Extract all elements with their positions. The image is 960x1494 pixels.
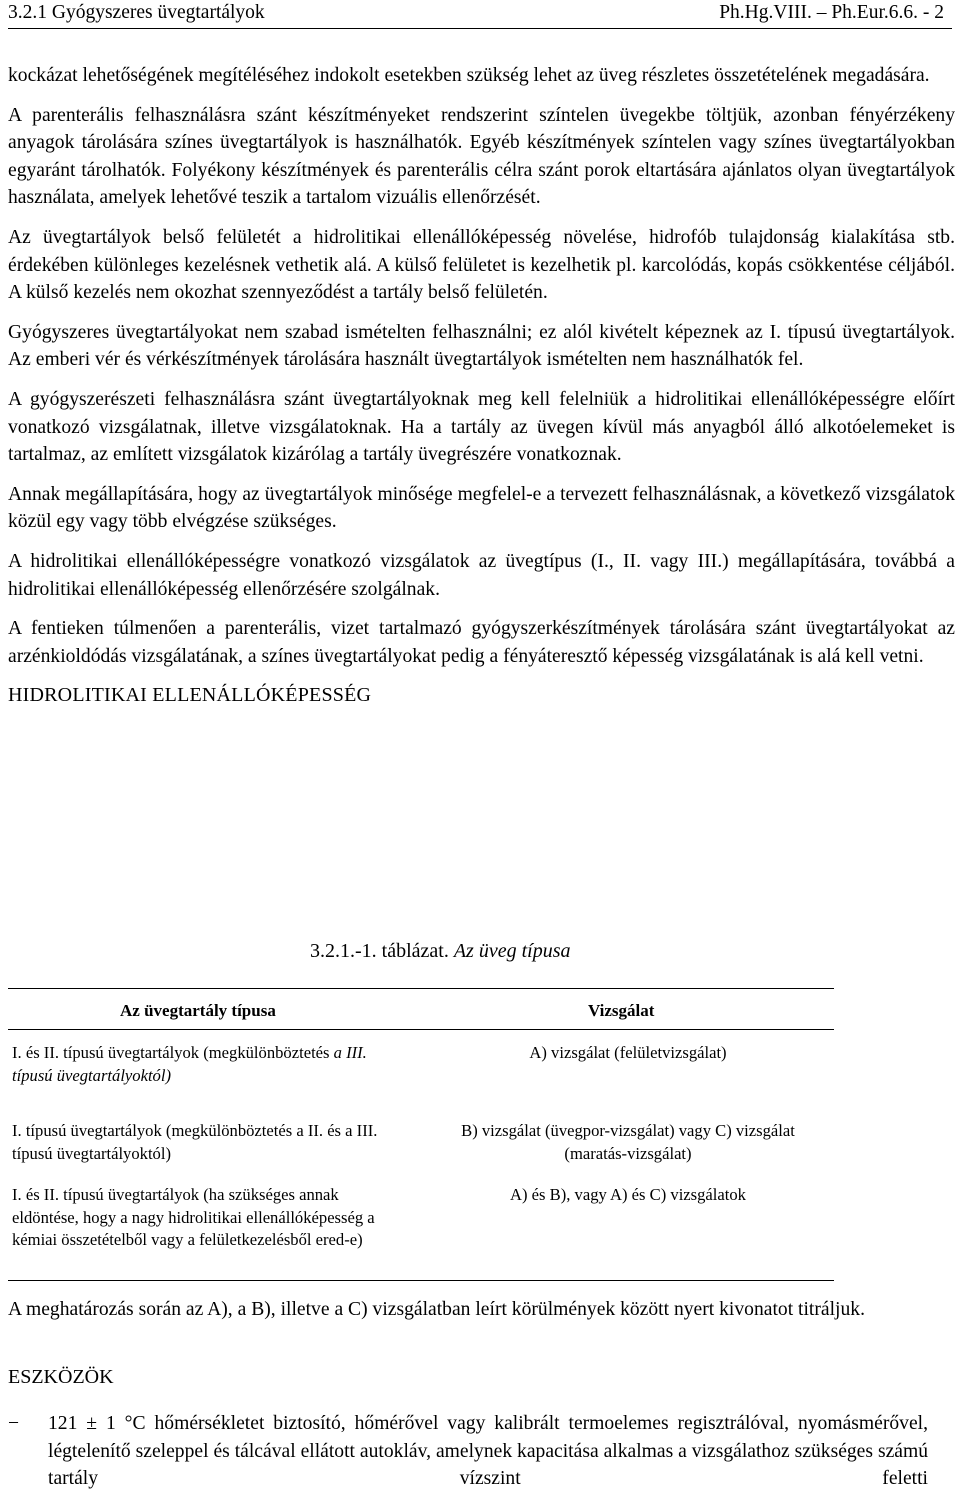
container-type-cell: I. típusú üvegtartályok (megkülönböztetés a II. és a III. típusú üvegtartályoktól) (12, 1121, 378, 1163)
glass-type-table (8, 988, 834, 1281)
container-type-cell: I. és II. típusú üvegtartályok (megkülönböztetés a III. típusú üvegtartályoktól) (12, 1043, 367, 1085)
page-header (8, 0, 952, 29)
table-caption-title: Az üveg típusa (453, 940, 571, 962)
table-bottom-rule (8, 1280, 834, 1281)
table-caption-number: 3.2.1.-1. táblázat. (310, 940, 449, 962)
paragraph: A hidrolitikai ellenállóképességre vonatkozó vizsgálatok az üvegtípus (I., II. vagy III.) megállapítására, továbbá a hidrolitikai ellenállóképesség ellenőrzésére szolgálnak. (8, 550, 955, 600)
table-caption (310, 938, 571, 964)
equipment-heading: ESZKÖZÖK (8, 1366, 114, 1388)
test-cell: A) és B), vagy A) és C) vizsgálatok (510, 1185, 746, 1204)
paragraph: A parenterális felhasználásra szánt készítményeket rendszerint színtelen üvegekbe töltjük, azonban fényérzékeny anyagok tárolására színes üvegtartályok is használhatók. Egyéb készítmények színtelen vagy színes üvegtartályokban egyaránt tárolhatók. Folyékony készítmények és parenterális célra szánt porok eltartására ajánlatos olyan üvegtartályok használata, amelyek lehetővé teszik a tartalom vizuális ellenőrzését. (8, 104, 955, 209)
pharmacopoeia-reference: Ph.Hg.VIII. – Ph.Eur.6.6. - 2 (719, 2, 944, 23)
paragraph: Gyógyszeres üvegtartályokat nem szabad ismételten felhasználni; ez alól kivételt képeznek az I. típusú üvegtartályok. Az emberi vér és vérkészítmények tárolására használt üvegtartályok ismételten nem használhatók fel. (8, 321, 955, 371)
section-heading: HIDROLITIKAI ELLENÁLLÓKÉPESSÉG (8, 684, 372, 707)
paragraph: Annak megállapítására, hogy az üvegtartályok minősége megfelel-e a tervezett felhasználásnak, a következő vizsgálatok közül egy vagy több elvégzése szükséges. (8, 483, 955, 533)
container-type-cell: I. és II. típusú üvegtartályok (ha szükséges annak eldöntése, hogy a nagy hidrolitikai ellenállóképesség a kémiai összetételből vagy a felületkezelésből ered-e) (12, 1185, 375, 1250)
table-row (8, 1042, 834, 1120)
document-section-title: 3.2.1 Gyógyszeres üvegtartályok (8, 2, 265, 23)
test-cell: B) vizsgálat (üvegpor-vizsgálat) vagy C) vizsgálat (maratás-vizsgálat) (461, 1121, 795, 1163)
paragraph: A gyógyszerészeti felhasználásra szánt üvegtartályoknak meg kell felelniük a hidrolitikai ellenállóképességre előírt vonatkozó vizsgálatnak, illetve vizsgálatoknak. Ha a tartály az üvegen kívül más anyagból álló alkotóelemeket is tartalmaz, az említett vizsgálatok kizárólag a tartály üvegrészére vonatkoznak. (8, 388, 955, 466)
paragraph: Az üvegtartályok belső felületét a hidrolitikai ellenállóképesség növelése, hidrofób tulajdonság kialakítása stb. érdekében különleges kezelésnek vethetik alá. A külső felületet is kezelhetik pl. karcolódás, kopás csökkentése céljából. A külső kezelés nem okozhat szennyeződést a tartály belső felületén. (8, 226, 955, 304)
table-header-row (8, 989, 834, 1029)
paragraph: kockázat lehetőségének megítéléséhez indokolt esetekben szükség lehet az üveg részletes összetételének megadására. (8, 65, 930, 86)
paragraph-after-table: A meghatározás során az A), a B), illetve a C) vizsgálatban leírt körülmények között nyert kivonatot titráljuk. (8, 1299, 865, 1320)
table-header-rule (8, 1029, 834, 1030)
list-dash: − (8, 1413, 20, 1434)
table-row (8, 1120, 834, 1184)
column-header-container-type: Az üvegtartály típusa (120, 1001, 276, 1020)
document-body (8, 62, 955, 710)
table-row (8, 1184, 834, 1280)
paragraph: A fentieken túlmenően a parenterális, vizet tartalmazó gyógyszerkészítmények tárolására szánt üvegtartályokat az arzénkioldódás vizsgálatának, a színes üvegtartályokat pedig a fényáteresztő képesség vizsgálatának is alá kell vetni. (8, 618, 955, 667)
test-cell: A) vizsgálat (felületvizsgálat) (529, 1043, 727, 1062)
list-item-text: 121 ± 1 °C hőmérsékletet biztosító, hőmérővel vagy kalibrált termoelemes regisztrálóval, nyomásmérővel, légtelenítő szeleppel és tálcával ellátott autokláv, amelynek kapacitása alkalmas a vizsgálathoz szükséges számú tartály vízszint feletti (48, 1413, 928, 1490)
column-header-test: Vizsgálat (588, 1001, 655, 1020)
